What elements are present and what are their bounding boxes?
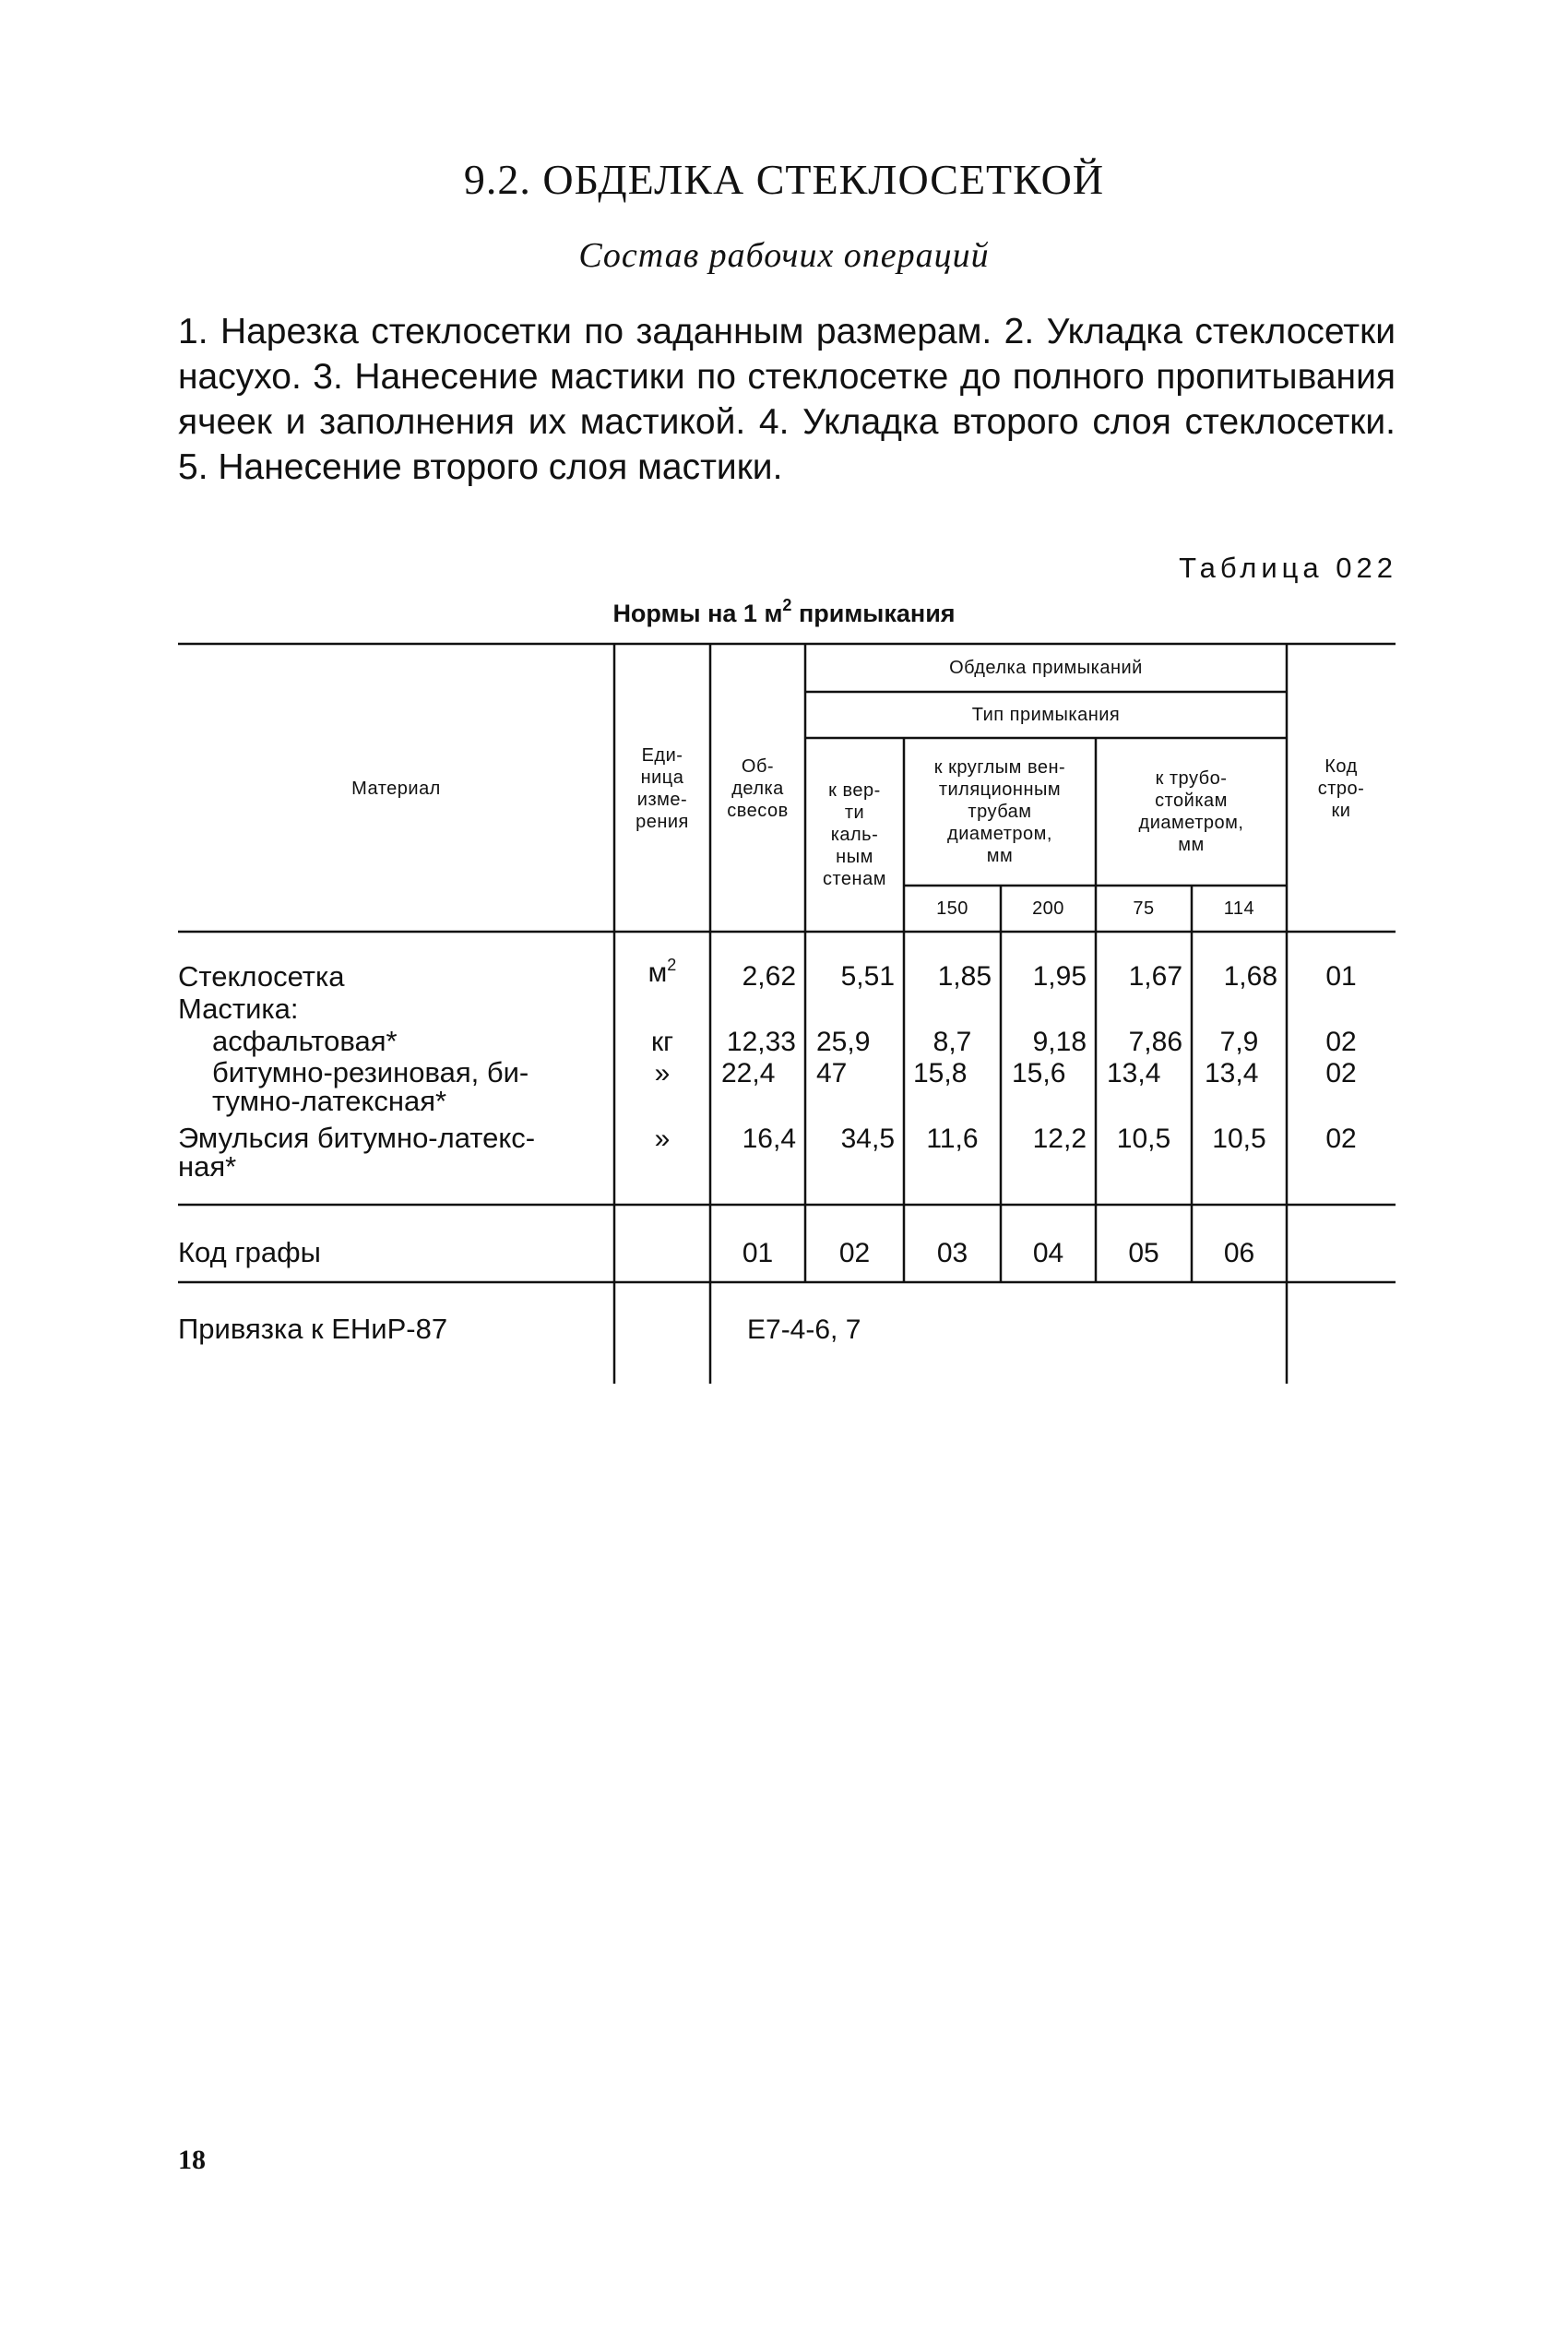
header-code: Код стро- ки [1317, 756, 1365, 821]
row3-v4: 9,18 [1032, 1027, 1087, 1057]
header-d200: 200 [1032, 898, 1064, 919]
row5-unit: » [654, 1124, 671, 1154]
header-d150: 150 [936, 898, 968, 919]
row1-v4: 1,95 [1032, 961, 1087, 992]
binding-label: Привязка к ЕНиР-87 [178, 1313, 448, 1345]
section-title: 9.2. ОБДЕЛКА СТЕКЛОСЕТКОЙ [463, 156, 1105, 203]
row3-material: асфальтовая* [212, 1025, 398, 1057]
header-posts: к трубо- стойкам диаметром, мм [1138, 768, 1244, 855]
row5-v4: 12,2 [1032, 1124, 1087, 1154]
row1-unit-sup: 2 [667, 956, 677, 974]
binding-value: Е7-4-6, 7 [747, 1314, 861, 1345]
graph-code-04: 04 [1032, 1238, 1064, 1268]
section-subtitle: Состав рабочих операций [578, 236, 990, 275]
graph-code-06: 06 [1223, 1238, 1255, 1268]
header-walls: к вер- ти каль- ным стенам [823, 780, 886, 889]
header-round: к круглым вен- тиляционным трубам диаметром, мм [933, 757, 1066, 866]
graph-code-05: 05 [1128, 1238, 1159, 1268]
row1-v1: 2,62 [742, 961, 796, 992]
row5-v2: 34,5 [840, 1124, 895, 1154]
header-svesy: Об- делка свесов [727, 756, 789, 821]
row4-code: 02 [1325, 1058, 1357, 1088]
row1-material: Стеклосетка [178, 960, 345, 993]
row5-v6: 10,5 [1212, 1124, 1266, 1154]
row3-v2: 25,9 [816, 1027, 871, 1057]
header-d114: 114 [1223, 898, 1255, 919]
row3-v1: 12,33 [726, 1027, 796, 1057]
row4-v3: 15,8 [913, 1058, 968, 1088]
header-unit: Еди- ница изме- рения [636, 745, 689, 832]
row3-code: 02 [1325, 1027, 1357, 1057]
row3-v3: 8,7 [932, 1027, 972, 1057]
row5-code: 02 [1325, 1124, 1357, 1154]
row4-material: битумно-резиновая, би- тумно-латексная* [212, 1056, 529, 1117]
table-title-sup: 2 [782, 596, 792, 614]
header-subgroup: Тип примыкания [971, 705, 1121, 725]
graph-code-02: 02 [838, 1238, 871, 1268]
row5-v5: 10,5 [1116, 1124, 1171, 1154]
row1-unit-base: м [647, 957, 668, 988]
row1-code: 01 [1325, 961, 1357, 992]
row3-unit: кг [650, 1027, 674, 1057]
row1-v6: 1,68 [1223, 961, 1277, 992]
row1-v3: 1,85 [937, 961, 992, 992]
graph-code-01: 01 [742, 1238, 774, 1268]
operations-paragraph: 1. Нарезка стеклосетки по заданным размерам. 2. Укладка стеклосетки насухо. 3. Нанесение мастики по стеклосетке до полного пропитывания ячеек и заполнения их мастикой. 4. Укладка второго слоя стеклосетки. 5. Нанесение второго слоя мастики. [178, 312, 1396, 487]
row1-unit [614, 957, 710, 989]
row2-material: Мастика: [178, 993, 299, 1025]
table-title-prefix: Нормы на 1 м [612, 600, 783, 627]
row4-v1: 22,4 [721, 1058, 776, 1088]
row4-v2: 47 [816, 1058, 848, 1088]
table-number: Таблица 022 [1179, 552, 1397, 584]
row1-v2: 5,51 [840, 961, 895, 992]
graph-code-label: Код графы [178, 1236, 321, 1268]
row4-v5: 13,4 [1107, 1058, 1161, 1088]
row5-v1: 16,4 [742, 1124, 796, 1154]
row4-v6: 13,4 [1205, 1058, 1259, 1088]
row4-v4: 15,6 [1012, 1058, 1066, 1088]
header-material: Материал [351, 779, 441, 799]
page-number: 18 [178, 2145, 206, 2175]
table-title-suffix: примыкания [791, 600, 956, 627]
header-d75: 75 [1133, 898, 1155, 919]
row4-unit: » [654, 1058, 671, 1088]
row5-material: Эмульсия битумно-латекс- ная* [178, 1122, 536, 1183]
row5-v3: 11,6 [926, 1124, 979, 1154]
header-group: Обделка примыканий [949, 658, 1143, 678]
row1-v5: 1,67 [1128, 961, 1182, 992]
row3-v6: 7,9 [1219, 1027, 1259, 1057]
row3-v5: 7,86 [1128, 1027, 1182, 1057]
graph-code-03: 03 [936, 1238, 968, 1268]
